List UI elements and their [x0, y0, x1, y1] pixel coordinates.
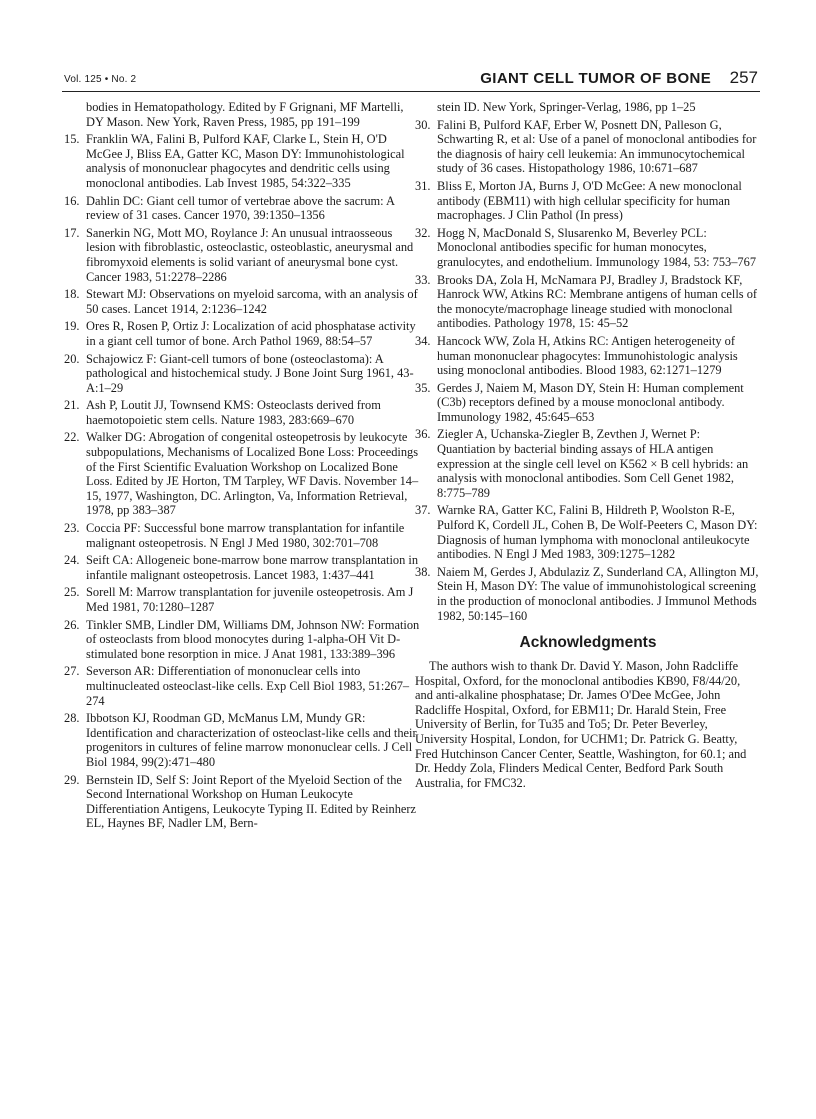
reference-number: 38. — [415, 564, 431, 579]
reference-item — [64, 585, 420, 614]
reference-text: Sanerkin NG, Mott MO, Roylance J: An unusual intraosseous lesion with fibroblastic, osteoclastic, osteoblastic, aneurysmal and fibromyxoid elements is solid variant of aneurysmal bone cyst. Cancer 1983, 51:2278–2286 — [86, 225, 414, 284]
reference-list-left — [64, 132, 420, 831]
reference-item — [64, 398, 420, 427]
reference-text: Falini B, Pulford KAF, Erber W, Posnett DN, Palleson G, Schwarting R, et al: Use of a panel of monoclonal antibodies for the diagnosis of hairy cell leukemia: An immunocytochemical study of 36 cases. Histopathology 1986, 10:671–687 — [437, 117, 757, 176]
reference-item — [64, 132, 420, 190]
reference-number: 33. — [415, 272, 431, 287]
reference-text: Franklin WA, Falini B, Pulford KAF, Clarke L, Stein H, O'D McGee J, Bliss EA, Gatter KC, Mason DY: Immunohistological analysis of mononuclear phagocytes and dendritic cells using monoclonal antibodies. Lab Invest 1985, 54:322–335 — [86, 132, 405, 190]
reference-item — [64, 319, 420, 348]
references-right-column — [415, 100, 761, 626]
journal-volume: Vol. 125 • No. 2 — [64, 74, 137, 85]
reference-text: Stewart MJ: Observations on myeloid sarcoma, with an analysis of 50 cases. Lancet 1914, 2:1236–1242 — [86, 287, 418, 316]
reference-number: 37. — [415, 503, 431, 518]
reference-item — [415, 273, 761, 331]
reference-text: Ziegler A, Uchanska-Ziegler B, Zevthen J, Wernet P: Quantiation by bacterial binding assays of HLA antigen expression at the single cell level on K562 × B cell hybrids: an analysis with monoclonal antibodies. Som Cell Genet 1982, 8:775–789 — [437, 427, 749, 500]
reference-number: 34. — [415, 333, 431, 348]
reference-number: 26. — [64, 617, 80, 632]
reference-text: Schajowicz F: Giant-cell tumors of bone (osteoclastoma): A pathological and histochemical study. J Bone Joint Surg 1961, 43-A:1–29 — [86, 351, 414, 395]
reference-text: Hogg N, MacDonald S, Slusarenko M, Beverley PCL: Monoclonal antibodies specific for human monocytes, granulocytes, and endothelium. Immunology 1984, 53: 753–767 — [437, 225, 757, 269]
reference-text: Bliss E, Morton JA, Burns J, O'D McGee: A new monoclonal antibody (EBM11) with high cellular specificity for human macrophages. J Clin Pathol (In press) — [437, 178, 742, 223]
reference-number: 27. — [64, 664, 80, 679]
reference-item — [415, 226, 761, 270]
page-number: 257 — [729, 68, 758, 87]
header-rule — [62, 91, 760, 92]
reference-text: Ores R, Rosen P, Ortiz J: Localization of acid phosphatase activity in a giant cell tumor of bone. Arch Pathol 1969, 88:54–57 — [86, 319, 416, 348]
reference-number: 31. — [415, 178, 431, 193]
reference-text: Bernstein ID, Self S: Joint Report of the Myeloid Section of the Second International Workshop on Human Leukocyte Differentiation Antigens, Leukocyte Typing II. Edited by Reinherz EL, Haynes BF, Nadler LM, Bern- — [86, 772, 417, 831]
reference-number: 20. — [64, 351, 80, 366]
reference-item — [415, 118, 761, 176]
reference-number: 35. — [415, 380, 431, 395]
reference-item — [64, 521, 420, 550]
reference-text: Sorell M: Marrow transplantation for juvenile osteopetrosis. Am J Med 1981, 70:1280–1287 — [86, 585, 414, 614]
reference-text: Naiem M, Gerdes J, Abdulaziz Z, Sunderland CA, Allington MJ, Stein H, Mason DY: The value of immunohistological screening in the production of monoclonal antibodies. J Immunol Methods 1982, 50:145–160 — [437, 564, 759, 623]
reference-text: Dahlin DC: Giant cell tumor of vertebrae above the sacrum: A review of 31 cases. Cancer 1970, 39:1350–1356 — [86, 193, 395, 223]
reference-item — [415, 427, 761, 500]
reference-text: Hancock WW, Zola H, Atkins RC: Antigen heterogeneity of human mononuclear phagocytes: Immunohistologic analysis using monoclonal antibodies. Blood 1983, 62:1271–1279 — [437, 333, 738, 378]
reference-item — [64, 711, 420, 769]
reference-number: 21. — [64, 398, 80, 413]
reference-item — [64, 773, 420, 831]
reference-text: Coccia PF: Successful bone marrow transplantation for infantile malignant osteopetrosis. N Engl J Med 1980, 302:701–708 — [86, 521, 405, 550]
reference-item — [415, 381, 761, 425]
acknowledgments-heading: Acknowledgments — [519, 634, 657, 651]
reference-text: Tinkler SMB, Lindler DM, Williams DM, Johnson NW: Formation of osteoclasts from blood monocytes during 1-alpha-OH Vit D-stimulated bone resorption in mice. J Anat 1981, 133:389–396 — [86, 617, 420, 661]
acknowledgments-text: The authors wish to thank Dr. David Y. Mason, John Radcliffe Hospital, Oxford, for the monoclonal antibodies KB90, F8/44/20, and anti-alkaline phosphatase; Dr. James O'Dee McGee, John Radcliffe Hospital, Oxford, for EBM11; Dr. Harald Stein, Free University of Berlin, for Tu35 and To5; Dr. Peter Beverley, University Hospital, London, for UCHM1; Dr. Patrick G. Beatty, Fred Hutchinson Cancer Center, Seattle, Washington, for 60.1; and Dr. Heddy Zola, Flinders Medical Center, Bedford Park South Australia, for FMC32. — [415, 659, 747, 790]
reference-item — [415, 565, 761, 623]
reference-text: Brooks DA, Zola H, McNamara PJ, Bradley J, Bradstock KF, Hanrock WW, Atkins RC: Membrane antigens of human cells of the monocyte/macrophage lineage studied with monoclonal antibodies. Pathology 1978, 15: 45–52 — [437, 272, 758, 331]
reference-number: 25. — [64, 585, 80, 600]
reference-number: 18. — [64, 287, 80, 302]
reference-continuation: stein ID. New York, Springer-Verlag, 1986, pp 1–25 — [437, 100, 696, 114]
reference-text: Seift CA: Allogeneic bone-marrow bone marrow transplantation in infantile malignant osteopetrosis. Lancet 1983, 1:437–441 — [86, 553, 419, 582]
reference-item — [64, 352, 420, 396]
reference-number: 24. — [64, 553, 80, 568]
reference-text: Ibbotson KJ, Roodman GD, McManus LM, Mundy GR: Identification and characterization of osteoclast-like cells and their progenitors in cultures of feline marrow mononuclear cells. J Cell Biol 1984, 99(2):471–480 — [86, 711, 417, 769]
reference-number: 17. — [64, 225, 80, 240]
reference-number: 15. — [64, 132, 80, 147]
reference-text: Severson AR: Differentiation of mononuclear cells into multinucleated osteoclast-like cells. Exp Cell Biol 1983, 51:267–274 — [86, 664, 410, 708]
reference-text: Warnke RA, Gatter KC, Falini B, Hildreth P, Woolston R-E, Pulford K, Cordell JL, Cohen B, De Wolf-Peeters C, Mason DY: Diagnosis of human lymphoma with monoclonal antileukocyte antibodies. N Engl J Med 1983, 309:1275–1282 — [437, 503, 758, 562]
reference-item — [64, 226, 420, 284]
reference-item — [64, 664, 420, 708]
reference-item — [64, 194, 420, 223]
reference-continuation: bodies in Hematopathology. Edited by F Grignani, MF Martelli, DY Mason. New York, Raven Press, 1985, pp 191–199 — [86, 100, 404, 129]
reference-number: 29. — [64, 772, 80, 787]
reference-item — [415, 503, 761, 561]
reference-number: 30. — [415, 117, 431, 132]
references-left-column — [64, 100, 420, 834]
reference-item — [415, 334, 761, 378]
reference-item — [64, 287, 420, 316]
reference-number: 19. — [64, 319, 80, 334]
reference-item — [64, 553, 420, 582]
reference-item — [64, 618, 420, 662]
reference-text: Walker DG: Abrogation of congenital osteopetrosis by leukocyte subpopulations, Mechanisms of Localized Bone Loss: Proceedings of the First Scientific Evaluation Workshop on Localized Bone Loss. Edited by JE Horton, TM Tarpley, WF Davis. November 14–15, 1977, Washington, DC. Arlington, Va, Information Retrieval, 1978, pp 383–387 — [86, 430, 419, 518]
reference-number: 32. — [415, 225, 431, 240]
reference-list-right — [415, 118, 761, 624]
reference-item — [64, 430, 420, 518]
reference-number: 23. — [64, 521, 80, 536]
reference-number: 16. — [64, 193, 80, 208]
reference-text: Ash P, Loutit JJ, Townsend KMS: Osteoclasts derived from haemotopoietic stem cells. Nature 1983, 283:669–670 — [86, 398, 381, 427]
reference-number: 28. — [64, 711, 80, 726]
running-header — [480, 68, 758, 88]
reference-item — [415, 179, 761, 223]
reference-text: Gerdes J, Naiem M, Mason DY, Stein H: Human complement (C3b) receptors defined by a mouse monoclonal antibody. Immunology 1982, 45:645–653 — [437, 380, 744, 424]
reference-number: 22. — [64, 430, 80, 445]
reference-number: 36. — [415, 427, 431, 442]
running-title: GIANT CELL TUMOR OF BONE — [480, 70, 712, 87]
